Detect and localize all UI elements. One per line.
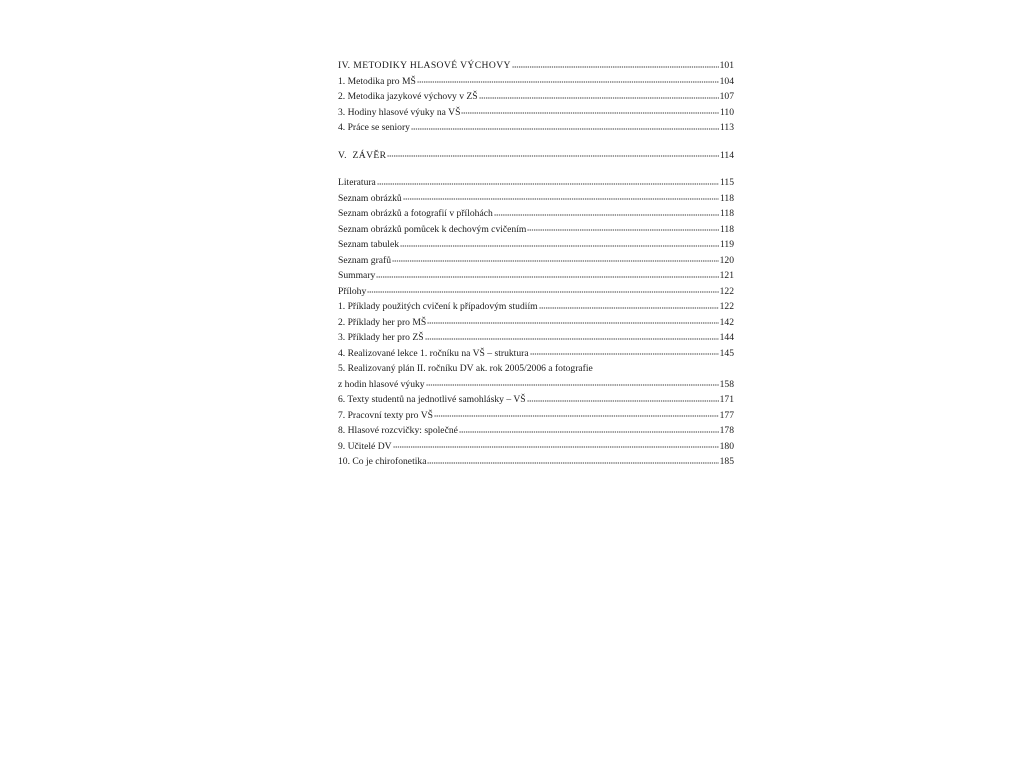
dot-leader <box>494 214 719 216</box>
toc-entry-title: 7. Pracovní texty pro VŠ <box>338 409 433 421</box>
dot-leader <box>426 384 719 386</box>
dot-leader <box>459 431 719 433</box>
toc-entry[interactable] <box>338 191 734 207</box>
toc-entry-page: 185 <box>719 456 734 467</box>
dot-leader <box>479 97 719 99</box>
toc-entry-page: 118 <box>719 208 734 219</box>
toc-entry-title: 3. Hodiny hlasové výuky na VŠ <box>338 106 461 118</box>
toc-entry-title: 2. Příklady her pro MŠ <box>338 316 427 328</box>
toc-entry[interactable] <box>338 330 734 346</box>
toc-entry-title: 10. Co je chirofonetika <box>338 456 427 467</box>
dot-leader <box>461 112 719 114</box>
toc-entry-title: 1. Metodika pro MŠ <box>338 75 416 87</box>
toc-entry-title: 4. Práce se seniory <box>338 122 410 133</box>
table-of-contents <box>338 58 734 470</box>
toc-entry[interactable] <box>338 299 734 315</box>
toc-entry-page: 121 <box>719 270 734 281</box>
toc-chapter-iv[interactable] <box>338 58 734 74</box>
toc-entry[interactable] <box>338 105 734 121</box>
toc-entry-title: 9. Učitelé DV <box>338 440 392 452</box>
dot-leader <box>393 446 719 448</box>
toc-entry-title: Seznam obrázků <box>338 192 402 204</box>
toc-entry-title: Literatura <box>338 177 376 188</box>
toc-entry-title: 1. Příklady použitých cvičení k případovým studiím <box>338 301 538 312</box>
toc-entry-title: Přílohy <box>338 285 367 297</box>
toc-entry-page: 119 <box>719 239 734 250</box>
toc-entry[interactable] <box>338 284 734 300</box>
toc-entry-page: 115 <box>719 177 734 188</box>
dot-leader <box>425 338 719 340</box>
toc-entry-page: 118 <box>719 192 734 204</box>
section-gap <box>338 163 734 175</box>
toc-entry[interactable] <box>338 253 734 269</box>
toc-entry-title: Seznam obrázků pomůcek k dechovým cvičením <box>338 223 527 235</box>
dot-leader <box>367 291 718 293</box>
toc-entry-page: 107 <box>719 91 734 102</box>
toc-entry[interactable] <box>338 74 734 90</box>
toc-entry-title: Seznam tabulek <box>338 239 400 250</box>
dot-leader <box>417 81 719 83</box>
toc-entry-multiline-last[interactable] <box>338 377 734 393</box>
toc-entry-title: 5. Realizovaný plán II. ročníku DV ak. rok 2005/2006 a fotografie <box>338 363 593 374</box>
toc-entry-title: 3. Příklady her pro ZŠ <box>338 332 424 343</box>
dot-leader <box>376 276 718 278</box>
toc-entry-page: 110 <box>719 106 734 118</box>
dot-leader <box>434 415 719 417</box>
toc-entry-title: Seznam obrázků a fotografií v přílohách <box>338 208 493 219</box>
dot-leader <box>400 245 719 247</box>
dot-leader <box>392 260 719 262</box>
toc-entry-page: 120 <box>719 254 734 266</box>
toc-entry-page: 142 <box>719 316 734 328</box>
dot-leader <box>512 66 719 68</box>
toc-entry-page: 122 <box>719 285 734 297</box>
section-gap <box>338 136 734 148</box>
dot-leader <box>411 128 719 130</box>
toc-entry-title: V. ZÁVĚR <box>338 149 387 161</box>
toc-entry[interactable] <box>338 439 734 455</box>
toc-entry-page: 114 <box>719 149 734 161</box>
toc-entry[interactable] <box>338 454 734 470</box>
dot-leader <box>403 198 719 200</box>
toc-entry-title: 4. Realizované lekce 1. ročníku na VŠ – struktura <box>338 347 529 359</box>
toc-entry[interactable] <box>338 175 734 191</box>
toc-entry-page: 171 <box>719 394 734 405</box>
dot-leader <box>427 462 718 464</box>
toc-entry-title: IV. METODIKY HLASOVÉ VÝCHOVY <box>338 60 511 71</box>
toc-entry[interactable] <box>338 346 734 362</box>
toc-entry-page: 101 <box>719 60 734 71</box>
toc-entry-title: 2. Metodika jazykové výchovy v ZŠ <box>338 91 478 102</box>
toc-entry[interactable] <box>338 89 734 105</box>
toc-entry-title: Summary <box>338 270 376 281</box>
toc-entry[interactable] <box>338 222 734 238</box>
toc-entry-page: 118 <box>719 223 734 235</box>
toc-entry-page: 178 <box>719 425 734 436</box>
toc-entry[interactable] <box>338 392 734 408</box>
toc-entry-page: 104 <box>719 75 734 87</box>
toc-entry[interactable] <box>338 408 734 424</box>
toc-entry-title-continued: z hodin hlasové výuky <box>338 378 425 390</box>
dot-leader <box>377 183 719 185</box>
toc-chapter-v[interactable] <box>338 148 734 164</box>
toc-entry-page: 113 <box>719 122 734 133</box>
toc-entry-title: Seznam grafů <box>338 254 392 266</box>
toc-entry-page: 145 <box>719 347 734 359</box>
toc-entry[interactable] <box>338 423 734 439</box>
toc-entry-title: 6. Texty studentů na jednotlivé samohlásky – VŠ <box>338 394 526 405</box>
dot-leader <box>530 353 719 355</box>
toc-entry-multiline-first[interactable] <box>338 361 734 377</box>
toc-entry-page: 158 <box>719 378 734 390</box>
toc-entry[interactable] <box>338 206 734 222</box>
dot-leader <box>527 400 719 402</box>
dot-leader <box>527 229 719 231</box>
toc-entry[interactable] <box>338 120 734 136</box>
toc-entry-page: 177 <box>719 409 734 421</box>
toc-entry[interactable] <box>338 237 734 253</box>
toc-entry-page: 122 <box>719 301 734 312</box>
toc-entry-page: 180 <box>719 440 734 452</box>
toc-entry[interactable] <box>338 268 734 284</box>
toc-entry-page: 144 <box>719 332 734 343</box>
dot-leader <box>539 307 719 309</box>
dot-leader <box>387 155 718 157</box>
toc-entry-title: 8. Hlasové rozcvičky: společné <box>338 425 458 436</box>
toc-entry[interactable] <box>338 315 734 331</box>
dot-leader <box>427 322 718 324</box>
